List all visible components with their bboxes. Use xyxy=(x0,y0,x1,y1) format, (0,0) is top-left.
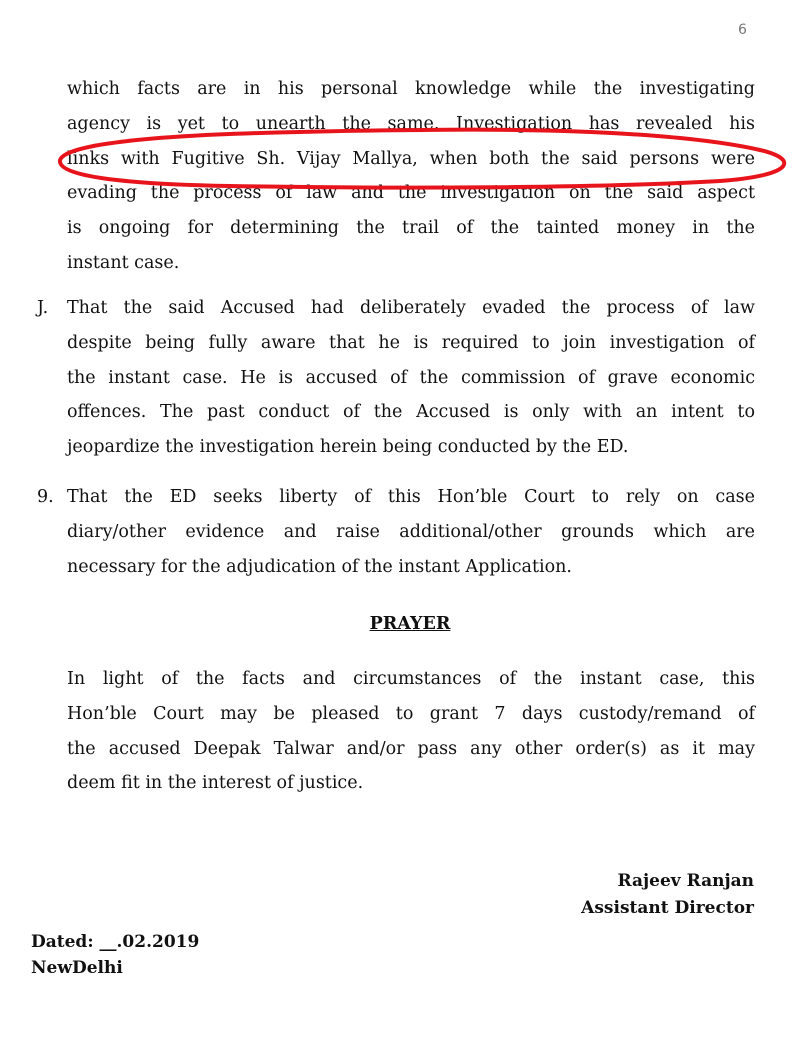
paragraph-line: despite being fully aware that he is required to join investigation of xyxy=(67,332,755,353)
page-number: 6 xyxy=(738,22,747,38)
paragraph-line: links with Fugitive Sh. Vijay Mallya, when both the said persons were xyxy=(67,148,755,169)
signature-block xyxy=(581,868,754,922)
signatory-designation: Assistant Director xyxy=(581,898,754,918)
paragraph-line: That the said Accused had deliberately evaded the process of law xyxy=(67,298,755,318)
item-9-marker: 9. xyxy=(37,487,54,507)
paragraph-line: diary/other evidence and raise additional/other grounds which are xyxy=(67,521,755,542)
paragraph-line: agency is yet to unearth the same. Investigation has revealed his xyxy=(67,113,755,134)
item-9-paragraph xyxy=(67,480,755,584)
item-j-paragraph xyxy=(67,291,755,465)
item-j-marker: J. xyxy=(37,298,49,318)
paragraph-line: which facts are in his personal knowledge while the investigating xyxy=(67,79,755,99)
paragraph-line: the instant case. He is accused of the commission of grave economic xyxy=(67,367,755,388)
paragraph-line: jeopardize the investigation herein being conducted by the ED. xyxy=(67,437,629,458)
paragraph-line: Hon’ble Court may be pleased to grant 7 days custody/remand of xyxy=(67,703,755,724)
paragraph-line: deem fit in the interest of justice. xyxy=(67,773,364,794)
prayer-paragraph xyxy=(67,662,755,801)
paragraph-line: In light of the facts and circumstances of the instant case, this xyxy=(67,669,755,689)
paragraph-line: offences. The past conduct of the Accused is only with an intent to xyxy=(67,402,755,423)
signatory-name: Rajeev Ranjan xyxy=(617,871,754,891)
date-block xyxy=(31,929,199,981)
paragraph-line: the accused Deepak Talwar and/or pass any other order(s) as it may xyxy=(67,738,755,759)
dated-line: Dated: __.02.2019 xyxy=(31,932,200,952)
paragraph-line: evading the process of law and the investigation on the said aspect xyxy=(67,183,755,204)
paragraph-line: is ongoing for determining the trail of the tainted money in the xyxy=(67,218,755,239)
paragraph-line: necessary for the adjudication of the instant Application. xyxy=(67,556,572,577)
prayer-heading: PRAYER xyxy=(369,614,451,634)
continuation-paragraph xyxy=(67,72,755,281)
paragraph-line: That the ED seeks liberty of this Hon’ble Court to rely on case xyxy=(67,487,755,507)
paragraph-line: instant case. xyxy=(67,252,180,273)
place-line: NewDelhi xyxy=(31,958,123,978)
